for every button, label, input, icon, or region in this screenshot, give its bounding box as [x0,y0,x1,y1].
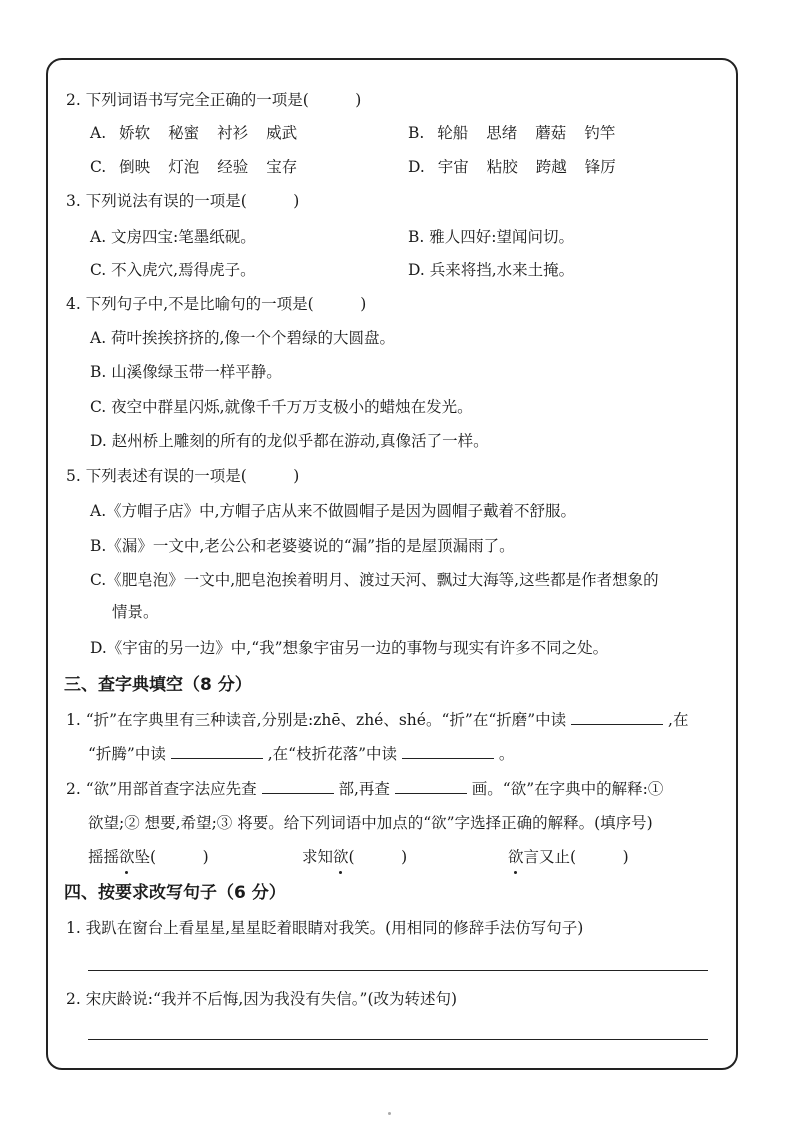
s3-q2-text-b: 部,再查 [338,780,390,798]
q5-option-c[interactable]: C.《肥皂泡》一文中,肥皂泡挨着明月、渡过天河、飘过大海等,这些都是作者想象的 [90,571,659,589]
s4-q1: 1. 我趴在窗台上看星星,星星眨着眼睛对我笑。(用相同的修辞手法仿写句子) [66,919,584,937]
word: 粘胶 [486,158,518,176]
word-item-3[interactable] [508,847,629,867]
word-item-2[interactable] [302,847,407,867]
emphasis-dot-char: 欲 [333,848,349,866]
s3-q1-text-d: ,在“枝折花落”中读 [267,745,398,763]
word: 思绪 [486,124,518,142]
word: 倒映 [119,158,151,176]
word: 锋厉 [584,158,616,176]
word: 经验 [217,158,249,176]
s3-q1-line1 [66,710,688,730]
s3-q2-line2: 欲望;② 想要,希望;③ 将要。给下列词语中加点的“欲”字选择正确的解释。(填序号) [88,814,653,832]
answer-blank[interactable] [402,744,494,759]
item-text: 求知 [302,848,334,866]
q2-option-d[interactable] [408,157,634,177]
word: 秘蜜 [168,124,200,142]
s3-q1-text-a: 1. “折”在字典里有三种读音,分别是:zhē、zhé、shé。“折”在“折磨”中读 [66,711,567,729]
q5-option-c-cont: 情景。 [112,603,159,621]
option-letter: C. [90,158,107,176]
s3-q1-text-c: “折腾”中读 [88,745,166,763]
answer-blank[interactable] [395,779,467,794]
s4-q2: 2. 宋庆龄说:“我并不后悔,因为我没有失信。”(改为转述句) [66,990,458,1008]
q5-option-d[interactable]: D.《宇宙的另一边》中,“我”想象宇宙另一边的事物与现实有许多不同之处。 [90,639,609,657]
item-text: 言又止( ) [523,848,629,866]
word: 灯泡 [168,158,200,176]
answer-line[interactable] [88,1039,708,1040]
emphasis-dot-char: 欲 [119,848,135,866]
word: 宝存 [266,158,298,176]
q3-option-c[interactable]: C. 不入虎穴,焉得虎子。 [90,261,256,279]
s3-q1-text-b: ,在 [668,711,689,729]
q2-option-a[interactable] [90,123,315,143]
q3-option-a[interactable]: A. 文房四宝:笔墨纸砚。 [90,228,256,246]
section4-title: 四、按要求改写句子（6 分） [64,883,286,903]
answer-blank[interactable] [571,710,663,725]
q5-option-a[interactable]: A.《方帽子店》中,方帽子店从来不做圆帽子是因为圆帽子戴着不舒服。 [90,502,577,520]
s3-q2-text-a: 2. “欲”用部首查字法应先查 [66,780,257,798]
option-letter: B. [408,124,425,142]
item-text: ( ) [348,848,408,866]
q3-option-b[interactable]: B. 雅人四好:望闻问切。 [408,228,574,246]
q4-option-a[interactable]: A. 荷叶挨挨挤挤的,像一个个碧绿的大圆盘。 [90,329,395,347]
q5-stem: 5. 下列表述有误的一项是( ) [66,467,300,485]
word: 蘑菇 [535,124,567,142]
q4-option-b[interactable]: B. 山溪像绿玉带一样平静。 [90,363,282,381]
option-letter: A. [90,124,107,142]
answer-blank[interactable] [262,779,334,794]
section3-title: 三、查字典填空（8 分） [64,675,252,695]
s3-q2-line1 [66,779,663,799]
word: 娇软 [119,124,151,142]
q3-stem: 3. 下列说法有误的一项是( ) [66,192,300,210]
item-text: 摇摇 [88,848,120,866]
s3-q2-text-c: 画。“欲”在字典中的解释:① [471,780,664,798]
s3-q1-text-e: 。 [498,745,515,763]
word: 轮船 [437,124,469,142]
q4-option-d[interactable]: D. 赵州桥上雕刻的所有的龙似乎都在游动,真像活了一样。 [90,432,489,450]
q2-option-c[interactable] [90,157,315,177]
option-letter: D. [408,158,425,176]
item-text: 坠( ) [134,848,209,866]
s3-q1-line2 [88,744,514,764]
word: 跨越 [535,158,567,176]
q5-option-b[interactable]: B.《漏》一文中,老公公和老婆婆说的“漏”指的是屋顶漏雨了。 [90,537,515,555]
q4-option-c[interactable]: C. 夜空中群星闪烁,就像千千万万支极小的蜡烛在发光。 [90,398,473,416]
answer-blank[interactable] [171,744,263,759]
word: 钓竿 [584,124,616,142]
q2-stem: 2. 下列词语书写完全正确的一项是( ) [66,91,362,109]
q2-option-b[interactable] [408,123,633,143]
word: 宇宙 [437,158,469,176]
word-item-1[interactable] [88,847,209,867]
word: 衬衫 [217,124,249,142]
scan-speck [388,1112,391,1115]
q4-stem: 4. 下列句子中,不是比喻句的一项是( ) [66,295,367,313]
emphasis-dot-char: 欲 [508,848,524,866]
word: 威武 [266,124,298,142]
answer-line[interactable] [88,970,708,971]
q3-option-d[interactable]: D. 兵来将挡,水来土掩。 [408,261,575,279]
